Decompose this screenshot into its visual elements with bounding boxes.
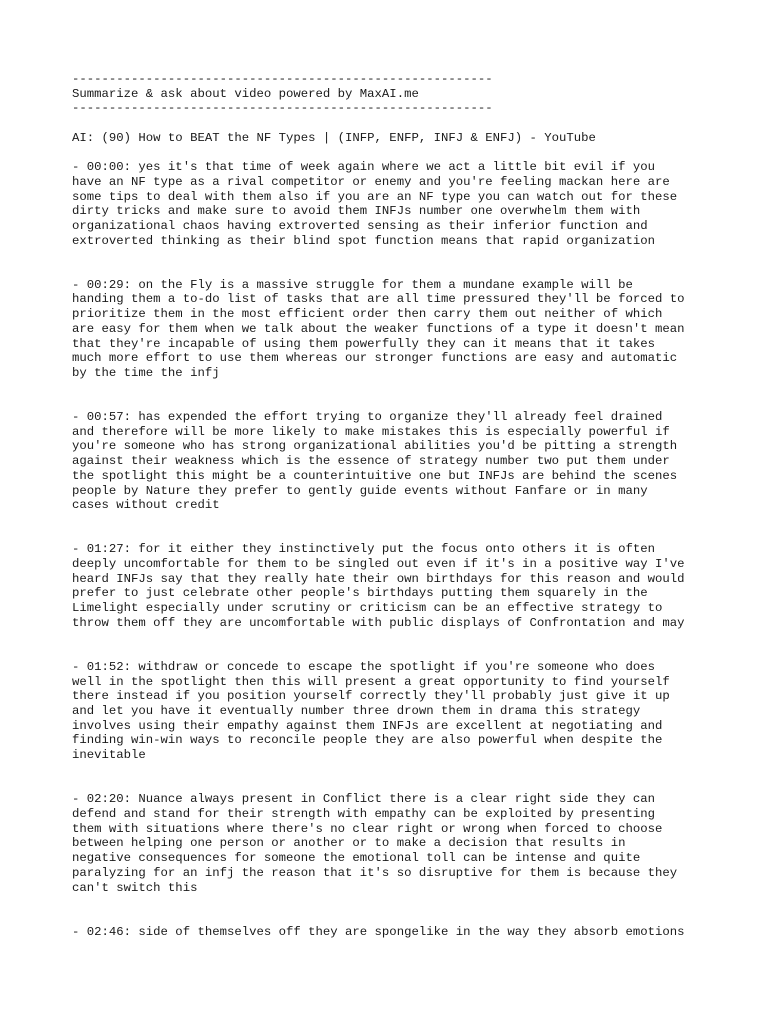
transcript-segment-0000: - 00:00: yes it's that time of week again where we act a little bit evil if you have an NF type as a rival competitor or enemy and you're feeling mackan here are some tips to deal with them also if you are an NF type you can watch out for these dirty tricks and make sure to avoid them INFJs number one overwhelm them with organizational chaos having extroverted sensing as their inferior function and extroverted thinking as their blind spot function means that rapid organization xyxy=(72,160,678,248)
transcript-segment-0246: - 02:46: side of themselves off they are spongelike in the way they absorb emotions xyxy=(72,924,685,939)
transcript-segment-0057: - 00:57: has expended the effort trying to organize they'll already feel drained and therefore will be more likely to make mistakes this is especially powerful if you're someone who has strong organizational abilities you'd be pitting a strength against their weakness which is the essence of strategy number two put them under the spotlight this might be a counterintuitive one but INFJs are behind the scenes people by Nature they prefer to gently guide events without Fanfare or in many cases without credit xyxy=(72,410,678,513)
header-rule-top: --------------------------------------------------------- xyxy=(72,72,493,86)
transcript-segment-0220: - 02:20: Nuance always present in Conflict there is a clear right side they can defend and stand for their strength with empathy can be exploited by presenting them with situations where there's no clear right or wrong when forced to choose between helping one person or another or to make a decision that results in negative consequences for someone the emotional toll can be intense and quite paralyzing for an infj the reason that it's so disruptive for them is because they can't switch this xyxy=(72,792,678,895)
header-rule-bottom: --------------------------------------------------------- xyxy=(72,101,493,116)
video-title: AI: (90) How to BEAT the NF Types | (INFP, ENFP, INFJ & ENFJ) - YouTube xyxy=(72,130,596,145)
transcript-segment-0029: - 00:29: on the Fly is a massive struggle for them a mundane example will be handing them a to-do list of tasks that are all time pressured they'll be forced to prioritize them in the most efficient order then carry them out neither of which are easy for them when we talk about the weaker functions of a type it doesn't mean that they're incapable of using them powerfully they can it means that it takes much more effort to use them whereas our stronger functions are easy and automatic by the time the infj xyxy=(72,277,685,380)
transcript-page xyxy=(72,72,712,939)
transcript-segment-0152: - 01:52: withdraw or concede to escape the spotlight if you're someone who does well in the spotlight then this will present a great opportunity to find yourself there instead if you position yourself correctly they'll probably just give it up and let you have it eventually number three drown them in drama this strategy involves using their empathy against them INFJs are excellent at negotiating and finding win-win ways to reconcile people they are also powerful when despite the inevitable xyxy=(72,659,670,763)
transcript-segment-0127: - 01:27: for it either they instinctively put the focus onto others it is often deeply uncomfortable for them to be singled out even if it's in a positive way I've heard INFJs say that they really hate their own birthdays for this reason and would prefer to just celebrate other people's birthdays putting them squarely in the Limelight especially under scrutiny or criticism can be an effective strategy to throw them off they are uncomfortable with public displays of Confrontation and may xyxy=(72,542,685,630)
header-title: Summarize & ask about video powered by MaxAI.me xyxy=(72,86,419,101)
